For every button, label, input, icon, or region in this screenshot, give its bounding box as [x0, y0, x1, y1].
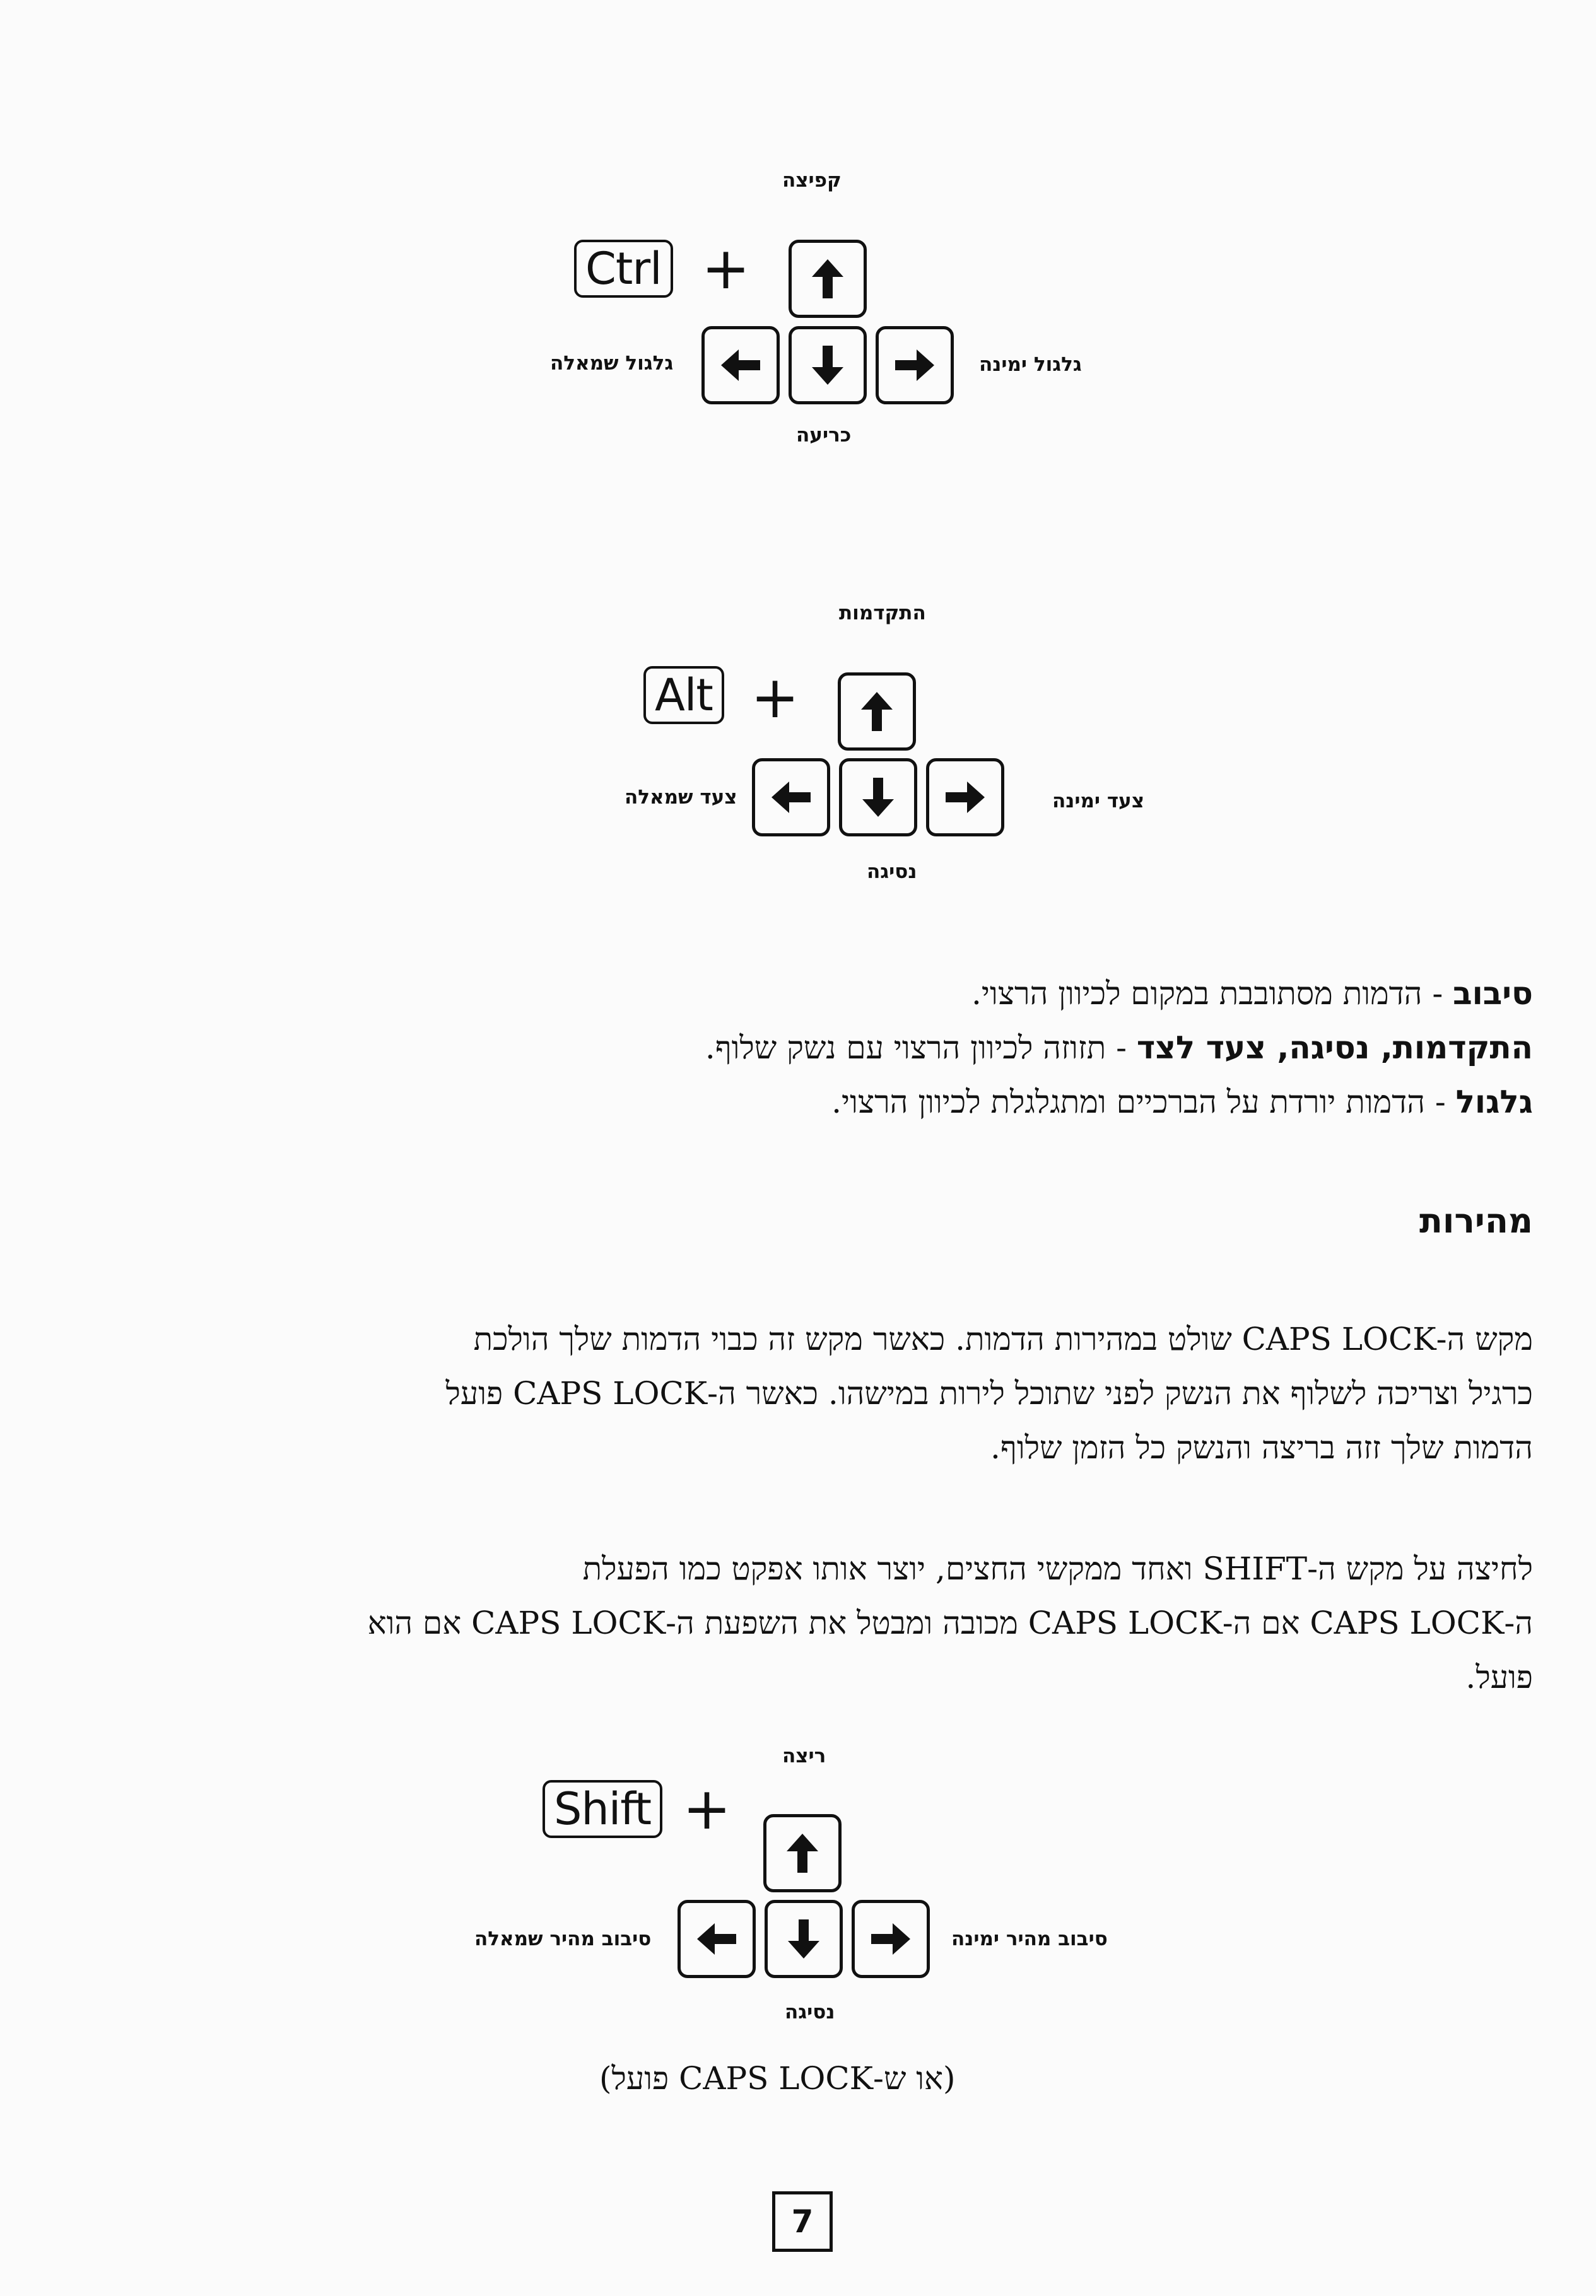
left-arrow-key: [678, 1900, 756, 1978]
down-arrow-key: [839, 758, 917, 836]
ctrl-key: Ctrl: [574, 240, 673, 298]
arrow-right-icon: [890, 341, 939, 390]
plus-sign: +: [701, 235, 751, 302]
arrow-up-icon: [852, 687, 901, 736]
arrow-down-icon: [803, 341, 852, 390]
arrow-down-icon: [854, 773, 903, 822]
page-number: 7: [772, 2191, 833, 2252]
crouch-label: כריעה: [796, 424, 852, 447]
advance-label: התקדמות: [839, 602, 926, 624]
up-arrow-key: [763, 1814, 842, 1892]
alt-key: Alt: [643, 666, 724, 724]
paragraph-line: הדמות שלך זזה בריצה והנשק כל הזמן שלוף.: [990, 1429, 1533, 1466]
arrow-down-icon: [779, 1914, 828, 1964]
paragraph-line: ה-CAPS LOCK אם ה-CAPS LOCK מכובה ומבטל את השפעת ה-CAPS LOCK אם הוא: [367, 1605, 1533, 1641]
right-arrow-key: [852, 1900, 930, 1978]
section-heading-speed: מהירות: [1419, 1201, 1533, 1241]
jump-label: קפיצה: [782, 169, 842, 192]
retreat-label: נסיגה: [785, 2001, 835, 2024]
shift-key: Shift: [543, 1780, 662, 1838]
arrow-left-icon: [766, 773, 816, 822]
plus-sign: +: [751, 664, 800, 731]
right-arrow-key: [926, 758, 1004, 836]
down-arrow-key: [789, 326, 867, 404]
roll-left-label: גלגול שמאלה: [550, 352, 674, 375]
left-arrow-key: [752, 758, 830, 836]
up-arrow-key: [838, 672, 916, 751]
arrow-up-icon: [803, 254, 852, 303]
roll-right-label: גלגול ימינה: [979, 353, 1082, 376]
arrow-right-icon: [866, 1914, 915, 1964]
arrow-left-icon: [692, 1914, 741, 1964]
arrow-left-icon: [716, 341, 765, 390]
arrow-up-icon: [778, 1829, 827, 1878]
left-arrow-key: [701, 326, 780, 404]
shift-caption: (או ש-CAPS LOCK פועל): [599, 2060, 956, 2097]
fast-turn-left-label: סיבוב מהיר שמאלה: [474, 1928, 652, 1950]
step-right-label: צעד ימינה: [1052, 790, 1144, 812]
retreat-label: נסיגה: [867, 860, 917, 883]
plus-sign: +: [683, 1775, 732, 1842]
run-label: ריצה: [782, 1745, 826, 1767]
definition-turn: סיבוב - הדמות מסתובבת במקום לכיוון הרצוי.: [971, 975, 1533, 1012]
right-arrow-key: [876, 326, 954, 404]
up-arrow-key: [789, 240, 867, 318]
paragraph-line: כרגיל וצריכה לשלוף את הנשק לפני שתוכל לירות במישהו. כאשר ה-CAPS LOCK פועל: [445, 1375, 1533, 1412]
down-arrow-key: [765, 1900, 843, 1978]
arrow-right-icon: [941, 773, 990, 822]
definition-roll: גלגול - הדמות יורדת על הברכיים ומתגלגלת לכיוון הרצוי.: [831, 1084, 1533, 1120]
paragraph-line: מקש ה-CAPS LOCK שולט במהירות הדמות. כאשר מקש זה כבוי הדמות שלך הולכת: [473, 1321, 1533, 1357]
fast-turn-right-label: סיבוב מהיר ימינה: [951, 1928, 1108, 1950]
definition-movement: התקדמות, נסיגה, צעד לצד - תזוזה לכיוון הרצוי עם נשק שלוף.: [705, 1029, 1533, 1066]
paragraph-line: לחיצה על מקש ה-SHIFT ואחד ממקשי החצים, יוצר אותו אפקט כמו הפעלת: [582, 1550, 1533, 1587]
step-left-label: צעד שמאלה: [625, 786, 737, 809]
paragraph-line: פועל.: [1465, 1659, 1533, 1696]
